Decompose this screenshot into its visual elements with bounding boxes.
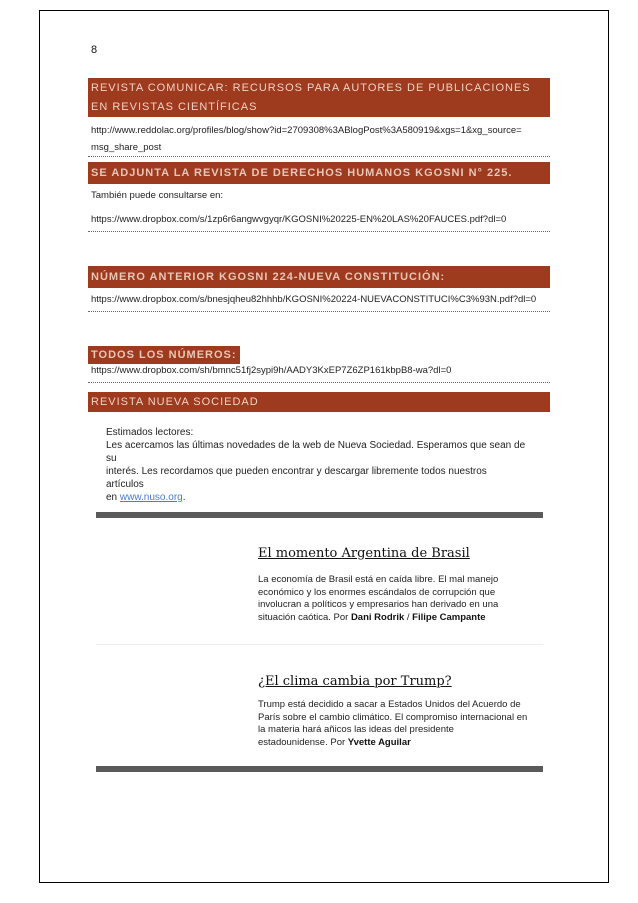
section-banner-todos-numeros: TODOS LOS NÚMEROS: [88, 346, 240, 364]
article-line: París sobre el cambio climático. El compromiso internacional en [258, 711, 528, 723]
newsletter-body-prefix: en [106, 492, 120, 503]
article-line: Trump está decidido a sacar a Estados Unidos del Acuerdo de [258, 699, 521, 710]
article-byline-prefix: estadounidense. Por [258, 736, 348, 748]
newsletter-intro [106, 426, 526, 504]
article-line [258, 612, 543, 625]
kgosni-225-link[interactable]: https://www.dropbox.com/s/1zp6r6angwvgyqr/KGOSNI%20225-EN%20LAS%20FAUCES.pdf?dl=0 [91, 214, 507, 225]
article-line: la materia hará añicos las ideas del presidente [258, 724, 454, 735]
nuso-site-link[interactable]: www.nuso.org [119, 492, 183, 503]
comunicar-link-line2[interactable]: msg_share_post [91, 142, 162, 153]
article-divider-bar [96, 766, 543, 772]
article-author: Filipe Campante [412, 611, 486, 623]
article-divider-bar [96, 512, 543, 518]
newsletter-body-suffix: . [182, 492, 186, 503]
newsletter-greeting: Estimados lectores: [106, 427, 194, 438]
divider [88, 156, 550, 157]
article-summary-clima-trump [258, 699, 543, 749]
section-banner-kgosni-224: NÚMERO ANTERIOR KGOSNI 224-NUEVA CONSTITUCIÓN: [88, 266, 550, 288]
article-author: Yvette Aguilar [347, 736, 411, 748]
kgosni-225-intro: También puede consultarse en: [91, 190, 224, 201]
article-line [258, 737, 543, 750]
author-separator: / [404, 611, 413, 623]
article-title-argentina-brasil[interactable]: El momento Argentina de Brasil [258, 546, 470, 561]
article-line: involucran a políticos y empresarios han derivado en una [258, 599, 499, 610]
divider [88, 231, 550, 232]
article-separator [96, 644, 543, 645]
newsletter-body-line3 [106, 491, 526, 504]
divider [88, 311, 550, 312]
section-banner-kgosni-225: SE ADJUNTA LA REVISTA DE DERECHOS HUMANOS KGOSNI N° 225. [88, 162, 550, 184]
page-number: 8 [91, 44, 98, 56]
todos-numeros-link[interactable]: https://www.dropbox.com/sh/bmnc51fj2sypi9h/AADY3KxEP7Z6ZP161kbpB8-wa?dl=0 [91, 365, 452, 376]
kgosni-224-link[interactable]: https://www.dropbox.com/s/bnesjqheu82hhhb/KGOSNI%20224-NUEVACONSTITUCI%C3%93N.pdf?dl=0 [91, 294, 537, 305]
article-title-clima-trump[interactable]: ¿El clima cambia por Trump? [258, 674, 452, 689]
comunicar-link-line1[interactable]: http://www.reddolac.org/profiles/blog/show?id=2709308%3ABlogPost%3A580919&xgs=1&xg_source= [91, 125, 522, 136]
article-byline-prefix: situación caótica. Por [258, 611, 351, 623]
newsletter-body-line1: Les acercamos las últimas novedades de la web de Nueva Sociedad. Esperamos que sean de su [106, 440, 526, 464]
article-line: económico y los enormes escándalos de corrupción que [258, 586, 496, 598]
article-author: Dani Rodrik [350, 611, 405, 623]
newsletter-body-line2: interés. Les recordamos que pueden encontrar y descargar libremente todos nuestros artículos [106, 466, 487, 490]
section-banner-comunicar: REVISTA COMUNICAR: RECURSOS PARA AUTORES DE PUBLICACIONES EN REVISTAS CIENTÍFICAS [88, 78, 550, 117]
section-banner-nueva-sociedad: REVISTA NUEVA SOCIEDAD [88, 392, 550, 412]
article-summary-argentina-brasil [258, 574, 543, 624]
article-line: La economía de Brasil está en caída libre. El mal manejo [258, 574, 499, 585]
divider [88, 382, 550, 383]
